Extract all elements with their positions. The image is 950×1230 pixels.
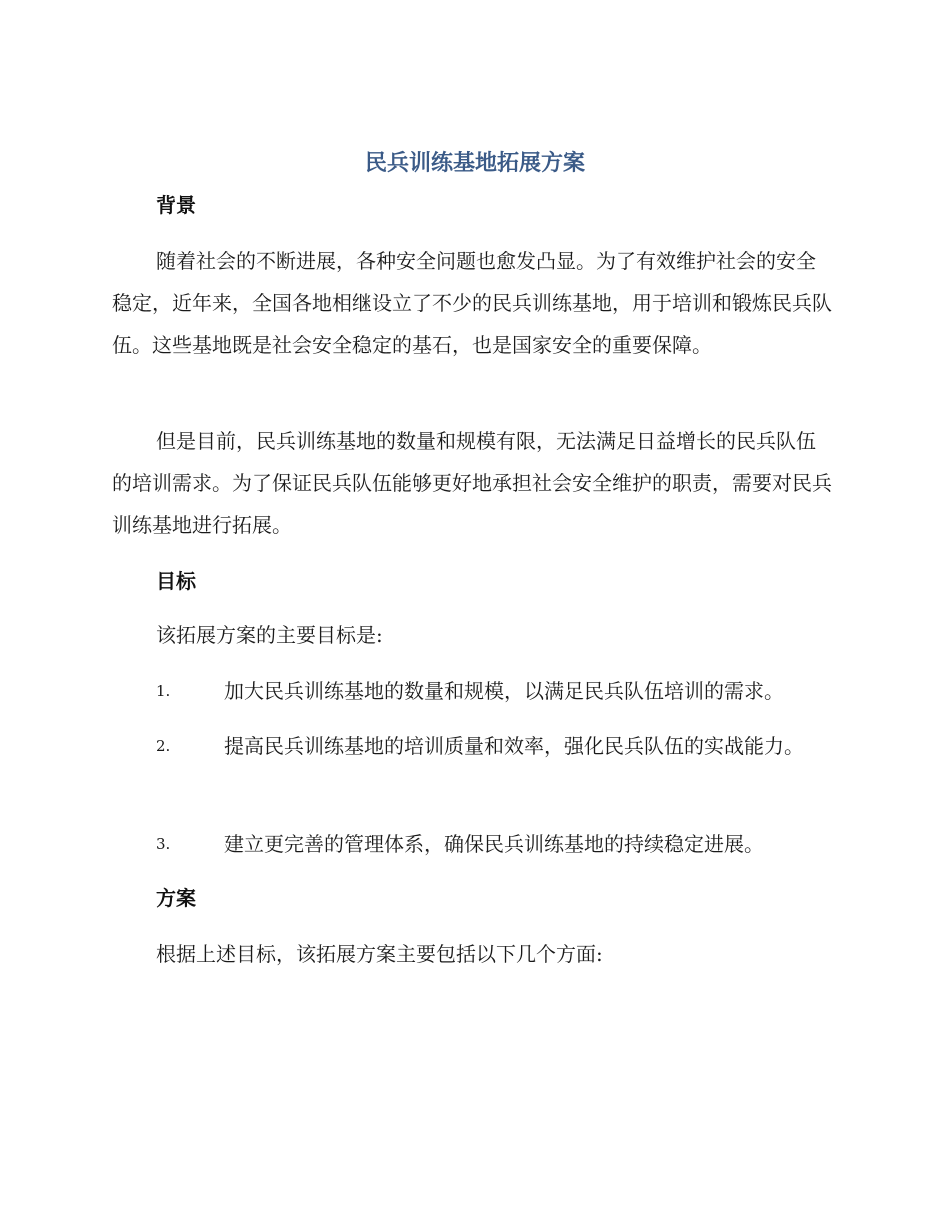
goal-list-item-3 [112,823,832,865]
list-text: 加大民兵训练基地的数量和规模，以满足民兵队伍培训的需求。 [224,679,784,703]
section-heading-goals: 目标 [156,569,196,593]
section-heading-plan: 方案 [156,886,196,910]
goal-list-item-2 [112,725,832,767]
background-paragraph-2: 但是目前，民兵训练基地的数量和规模有限，无法满足日益增长的民兵队伍的培训需求。为了保证民兵队伍能够更好地承担社会安全维护的职责，需要对民兵训练基地进行拓展。 [112,429,832,537]
document-title: 民兵训练基地拓展方案 [364,151,585,176]
background-paragraph-1: 随着社会的不断进展，各种安全问题也愈发凸显。为了有效维护社会的安全稳定，近年来，全国各地相继设立了不少的民兵训练基地，用于培训和锻炼民兵队伍。这些基地既是社会安全稳定的基石，也是国家安全的重要保障。 [112,249,832,357]
section-heading-background: 背景 [156,193,196,217]
list-number: 1. [156,682,171,700]
list-number: 2. [156,737,171,755]
plan-intro: 根据上述目标，该拓展方案主要包括以下几个方面: [156,942,603,966]
list-text: 提高民兵训练基地的培训质量和效率，强化民兵队伍的实战能力。 [224,734,804,758]
list-number: 3. [156,835,171,853]
goal-list-item-1 [112,670,832,712]
goals-intro: 该拓展方案的主要目标是: [156,623,383,647]
list-text: 建立更完善的管理体系，确保民兵训练基地的持续稳定进展。 [224,832,764,856]
